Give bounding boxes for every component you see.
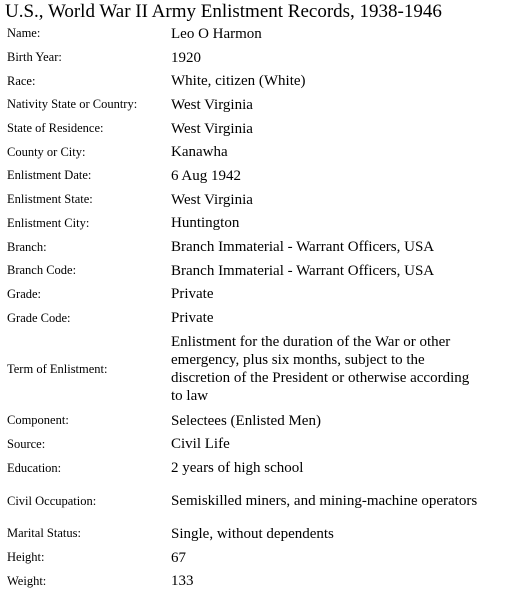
field-label-nativity: Nativity State or Country: (7, 97, 138, 112)
field-label-civil-occupation: Civil Occupation: (7, 493, 97, 508)
row-source (7, 433, 512, 457)
field-value-enlistment-date: 6 Aug 1942 (171, 167, 242, 184)
field-value-component: Selectees (Enlisted Men) (171, 412, 321, 429)
field-value-height: 67 (171, 549, 186, 566)
row-term-of-enlistment (7, 330, 512, 409)
row-nativity (7, 93, 512, 117)
field-value-term-of-enlistment: Enlistment for the duration of the War or other emergency, plus six months, subject to the discretion of the President or otherwise according to law (171, 334, 470, 405)
row-grade (7, 283, 512, 307)
row-component (7, 409, 512, 433)
field-label-enlistment-date: Enlistment Date: (7, 168, 92, 183)
field-value-enlistment-city: Huntington (171, 215, 240, 232)
field-value-civil-occupation: Semiskilled miners, and mining-machine operators (171, 493, 478, 509)
field-label-term-of-enlistment: Term of Enlistment: (7, 361, 108, 376)
field-label-state-of-residence: State of Residence: (7, 121, 104, 136)
field-value-state-of-residence: West Virginia (171, 120, 253, 137)
field-label-branch: Branch: (7, 239, 47, 254)
field-value-source: Civil Life (171, 436, 230, 453)
field-label-education: Education: (7, 460, 62, 475)
field-label-marital-status: Marital Status: (7, 526, 81, 541)
field-value-weight: 133 (171, 573, 194, 590)
field-label-county: County or City: (7, 144, 86, 159)
row-height (7, 546, 512, 570)
row-state-of-residence (7, 117, 512, 141)
field-value-grade-code: Private (171, 310, 214, 327)
row-weight (7, 569, 512, 593)
field-value-race: White, citizen (White) (171, 73, 306, 90)
row-enlistment-date (7, 164, 512, 188)
field-value-enlistment-state: West Virginia (171, 191, 253, 208)
record-table (7, 22, 512, 593)
field-value-nativity: West Virginia (171, 96, 253, 113)
row-race (7, 69, 512, 93)
field-label-branch-code: Branch Code: (7, 263, 77, 278)
field-value-birth-year: 1920 (171, 49, 201, 66)
row-branch (7, 235, 512, 259)
field-value-grade: Private (171, 286, 214, 303)
row-civil-occupation (7, 480, 512, 522)
field-label-name: Name: (7, 26, 41, 41)
row-name (7, 22, 512, 46)
field-label-enlistment-city: Enlistment City: (7, 215, 90, 230)
field-value-county: Kanawha (171, 144, 228, 161)
field-label-grade: Grade: (7, 286, 42, 301)
field-label-source: Source: (7, 436, 46, 451)
row-county (7, 140, 512, 164)
row-grade-code (7, 306, 512, 330)
row-enlistment-city (7, 212, 512, 236)
field-label-enlistment-state: Enlistment State: (7, 192, 93, 207)
field-label-grade-code: Grade Code: (7, 310, 71, 325)
field-label-height: Height: (7, 550, 45, 565)
field-value-marital-status: Single, without dependents (171, 525, 334, 542)
row-marital-status (7, 522, 512, 546)
row-education (7, 456, 512, 480)
field-value-branch: Branch Immaterial - Warrant Officers, USA (171, 239, 435, 256)
field-value-education: 2 years of high school (171, 460, 304, 477)
row-branch-code (7, 259, 512, 283)
page-title: U.S., World War II Army Enlistment Records, 1938-1946 (5, 1, 442, 22)
field-label-race: Race: (7, 73, 36, 88)
row-birth-year (7, 46, 512, 70)
row-enlistment-state (7, 188, 512, 212)
field-label-component: Component: (7, 413, 69, 428)
field-label-weight: Weight: (7, 573, 47, 588)
field-value-branch-code: Branch Immaterial - Warrant Officers, USA (171, 262, 435, 279)
field-value-name: Leo O Harmon (171, 25, 262, 42)
field-label-birth-year: Birth Year: (7, 50, 62, 65)
